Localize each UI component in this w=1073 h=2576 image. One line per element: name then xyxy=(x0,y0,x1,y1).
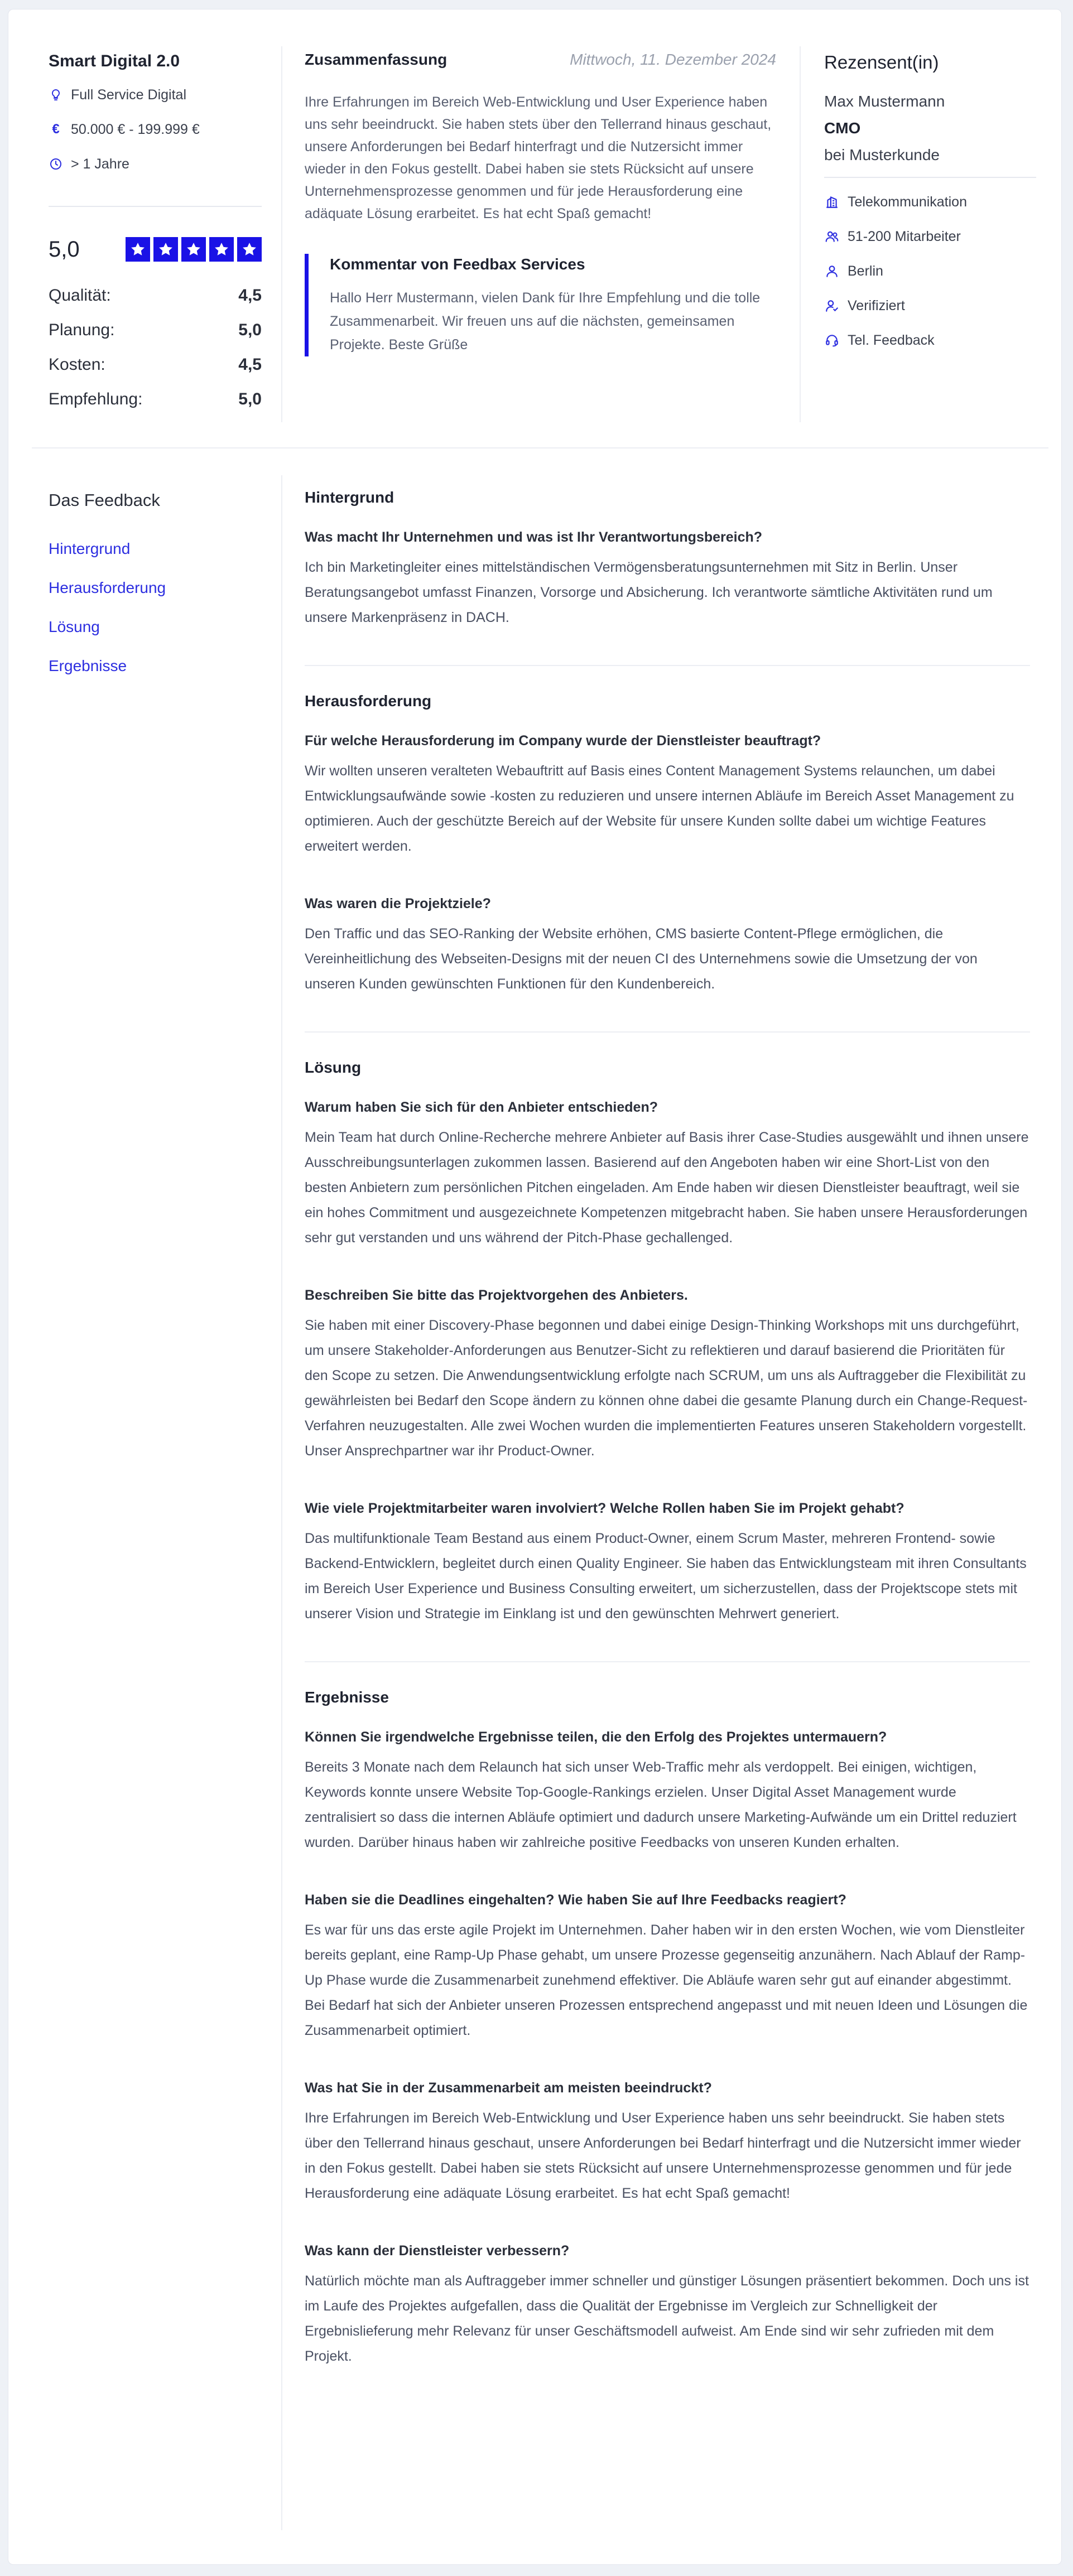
building-icon xyxy=(824,194,840,210)
rating-label: Empfehlung: xyxy=(49,390,143,408)
summary-text: Ihre Erfahrungen im Bereich Web-Entwicklung und User Experience haben uns sehr beeindruckt. Sie haben stets über den Tellerrand hinaus geschaut, unsere Anforderungen bei Bedarf hinterfragt und die Nutzersicht immer wieder in den Fokus gestellt. Dabei haben sie stets Rücksicht auf unsere Unternehmensprozesse genommen und für jede Herausforderung eine adäquate Lösung erarbeitet. Es hat echt Spaß gemacht! xyxy=(305,94,772,221)
section-divider xyxy=(305,1661,1030,1662)
star-icon xyxy=(126,237,150,262)
company-name[interactable]: Smart Digital 2.0 xyxy=(49,52,180,70)
users-icon xyxy=(824,229,840,244)
company-info xyxy=(49,51,262,417)
headset-icon xyxy=(824,332,840,348)
feedback-type-row xyxy=(824,331,1036,350)
answer: Ihre Erfahrungen im Bereich Web-Entwicklung und User Experience haben uns sehr beeindruckt. Sie haben stets über den Tellerrand hinaus geschaut, unsere Anforderungen bei Bedarf hinterfragt und die Nutzersicht immer wieder in den Fokus gestellt. Dabei haben sie stets Rücksicht auf unsere Unternehmensprozesse genommen und für jede Herausforderung eine adäquate Lösung erarbeitet. Es hat echt Spaß gemacht! xyxy=(305,2110,1021,2201)
reviewer-role: CMO xyxy=(824,119,861,137)
rating-row-planning xyxy=(49,313,262,348)
question: Beschreiben Sie bitte das Projektvorgehen des Anbieters. xyxy=(305,1287,688,1303)
user-check-icon xyxy=(824,298,840,313)
column-divider xyxy=(281,46,282,422)
column-divider xyxy=(281,475,282,2530)
section-loesung xyxy=(305,1057,1030,1627)
answer: Das multifunktionale Team Bestand aus einem Product-Owner, einem Scrum Master, mehreren Frontend- sowie Backend-Entwicklern, begleitet durch einen Quality Engineer. Sie haben das Entwicklungsteam mit ihren Consultants im Bereich User Experience und Business Consulting erweitert, um sicherzustellen, dass der Projektscope stets mit unserer Vision und Strategie im Einklang ist und den gewünschten Mehrwert generiert. xyxy=(305,1531,1027,1622)
rating-label: Kosten: xyxy=(49,355,105,374)
overall-score: 5,0 xyxy=(49,237,80,262)
star-icon xyxy=(181,237,206,262)
nav-link-ergebnisse[interactable]: Ergebnisse xyxy=(49,657,127,674)
nav-link-hintergrund[interactable]: Hintergrund xyxy=(49,540,131,557)
rating-label: Qualität: xyxy=(49,286,111,305)
section-title: Lösung xyxy=(305,1059,362,1076)
verified-row xyxy=(824,296,1036,315)
reviewer-name: Max Mustermann xyxy=(824,93,945,110)
divider xyxy=(49,206,262,207)
question: Was macht Ihr Unternehmen und was ist Ihr Verantwortungsbereich? xyxy=(305,529,763,545)
section-ergebnisse xyxy=(305,1687,1030,2369)
employees-label: 51-200 Mitarbeiter xyxy=(848,228,961,244)
employees-row xyxy=(824,227,1036,246)
answer: Bereits 3 Monate nach dem Relaunch hat sich unser Web-Traffic mehr als verdoppelt. Bei einigen, wichtigen, Keywords konnte unsere Website Top-Google-Rankings erzielen. Unser Digital Asset Management wurde zentralisiert so dass die internen Abläufe optimiert und dadurch unsere Marketing-Aufwände um ein Drittel reduziert wurden. Darüber hinaus haben wir zahlreiche positive Feedbacks von unseren Kunden erhalten. xyxy=(305,1759,1017,1850)
rating-row-recommendation xyxy=(49,382,262,417)
industry-row xyxy=(824,192,1036,211)
section-divider xyxy=(305,1031,1030,1033)
provider-comment xyxy=(305,254,776,356)
location-label: Berlin xyxy=(848,263,883,279)
feedback-content xyxy=(305,487,1030,2369)
rating-row-costs xyxy=(49,348,262,382)
section-divider xyxy=(305,665,1030,666)
section-title: Hintergrund xyxy=(305,489,394,506)
section-title: Herausforderung xyxy=(305,692,432,710)
duration-row xyxy=(49,155,262,173)
summary-header xyxy=(305,51,776,74)
answer: Ich bin Marketingleiter eines mittelständischen Vermögensberatungsunternehmen mit Sitz in Berlin. Unser Beratungsangebot umfasst Finanzen, Vorsorge und Absicherung. Ich verantworte sämtliche Aktivitäten rund um unsere Markenpräsenz in DACH. xyxy=(305,559,993,625)
industry-label: Telekommunikation xyxy=(848,194,967,210)
star-rating xyxy=(126,237,262,262)
duration-label: > 1 Jahre xyxy=(71,156,129,172)
rating-value: 4,5 xyxy=(238,286,262,305)
answer: Es war für uns das erste agile Projekt im Unternehmen. Daher haben wir in den ersten Wochen, wie vom Dienstleiter bereits geplant, eine Ramp-Up Phase gehabt, um unsere Prozesse gegenseitig anzunähern. Nach Ablauf der Ramp-Up Phase wurde die Zusammenarbeit zunehmend effektiver. Die Abläufe waren sehr gut auf einander abgestimmt. Bei Bedarf hat sich der Anbieter unseren Prozessen entsprechend angepasst und mit neuen Ideen und Lösungen die Zusammenarbeit optimiert. xyxy=(305,1922,1028,2038)
answer: Sie haben mit einer Discovery-Phase begonnen und dabei einige Design-Thinking Workshops mit uns durchgeführt, um unsere Stakeholder-Anforderungen aus Benutzer-Sicht zu reflektieren und darauf basierend die Prioritäten für den Scope zu setzen. Die Anwendungsentwicklung erfolgte nach SCRUM, um uns als Auftraggeber die Flexibilität zu gewährleisten bei Bedarf den Scope ändern zu können ohne dabei die gesamte Planung durch ein Change-Request-Verfahren neuzugestalten. Alle zwei Wochen wurden die implementierten Features unseren Stakeholdern vorgestellt. Unser Ansprechpartner war ihr Product-Owner. xyxy=(305,1318,1028,1459)
answer: Wir wollten unseren veralteten Webauftritt auf Basis eines Content Management Systems relaunchen, um dabei Entwicklungsaufwände sowie -kosten zu reduzieren und unsere internen Abläufe im Bereich Asset Management zu optimieren. Auch der geschützte Bereich auf der Website für unsere Kunden sollte dabei um wichtige Features erweitert werden. xyxy=(305,763,1014,854)
rating-value: 4,5 xyxy=(238,355,262,374)
user-icon xyxy=(824,263,840,279)
divider xyxy=(824,177,1036,178)
rating-breakdown xyxy=(49,278,262,417)
service-row xyxy=(49,85,262,104)
verified-label: Verifiziert xyxy=(848,297,905,313)
section-divider xyxy=(32,447,1048,448)
reviewer-title: Rezensent(in) xyxy=(824,52,939,73)
section-hintergrund xyxy=(305,487,1030,630)
nav-link-loesung[interactable]: Lösung xyxy=(49,618,100,635)
star-icon xyxy=(237,237,262,262)
service-label: Full Service Digital xyxy=(71,86,187,103)
answer: Den Traffic und das SEO-Ranking der Website erhöhen, CMS basierte Content-Pflege ermöglichen, die Vereinheitlichung des Webseiten-Designs mit der neuen CI des Unternehmens sowie die Umsetzung der von unseren Kunden gewünschten Funktionen für den Kundenbereich. xyxy=(305,926,978,992)
section-herausforderung xyxy=(305,691,1030,997)
section-title: Ergebnisse xyxy=(305,1689,389,1706)
rating-value: 5,0 xyxy=(238,390,262,408)
question: Was waren die Projektziele? xyxy=(305,896,491,911)
question: Warum haben Sie sich für den Anbieter entschieden? xyxy=(305,1099,658,1115)
summary-title: Zusammenfassung xyxy=(305,51,448,68)
question: Können Sie irgendwelche Ergebnisse teilen, die den Erfolg des Projektes untermauern? xyxy=(305,1729,887,1745)
budget-label: 50.000 € - 199.999 € xyxy=(71,121,200,137)
column-divider xyxy=(800,46,801,422)
question: Wie viele Projektmitarbeiter waren involviert? Welche Rollen haben Sie im Projekt gehabt? xyxy=(305,1501,904,1516)
clock-icon xyxy=(49,157,63,171)
feedback-nav-title: Das Feedback xyxy=(49,490,160,510)
comment-text: Hallo Herr Mustermann, vielen Dank für Ihre Empfehlung und die tolle Zusammenarbeit. Wir freuen uns auf die nächsten, gemeinsamen Projekte. Beste Grüße xyxy=(330,290,761,353)
review-date: Mittwoch, 11. Dezember 2024 xyxy=(570,51,776,68)
question: Was hat Sie in der Zusammenarbeit am meisten beeindruckt? xyxy=(305,2080,712,2096)
budget-row xyxy=(49,120,262,139)
feedback-type-label: Tel. Feedback xyxy=(848,332,935,348)
rating-row-quality xyxy=(49,278,262,313)
location-row xyxy=(824,262,1036,281)
summary-column xyxy=(305,51,776,356)
reviewer-company: bei Musterkunde xyxy=(824,146,940,163)
overall-score-row xyxy=(49,235,262,264)
question: Haben sie die Deadlines eingehalten? Wie haben Sie auf Ihre Feedbacks reagiert? xyxy=(305,1892,846,1908)
reviewer-column xyxy=(824,51,1036,365)
review-card xyxy=(8,9,1062,2565)
feedback-nav xyxy=(49,489,272,694)
answer: Mein Team hat durch Online-Recherche mehrere Anbieter auf Basis ihrer Case-Studies ausgewählt und ihnen unsere Ausschreibungsunterlagen zukommen lassen. Basierend auf den Angeboten haben wir eine Short-List von den besten Anbietern zum persönlichen Pitchen eingeladen. Am Ende haben wir diesen Dienstleister beauftragt, weil sie ein hohes Commitment und ausgezeichnete Kompetenzen mitgebracht haben. Sie haben unsere Herausforderungen sehr gut verstanden und uns während der Pitch-Phase gechallenged. xyxy=(305,1130,1029,1246)
star-icon xyxy=(153,237,178,262)
question: Was kann der Dienstleister verbessern? xyxy=(305,2243,570,2259)
nav-link-herausforderung[interactable]: Herausforderung xyxy=(49,579,166,596)
lightbulb-icon xyxy=(49,88,63,102)
answer: Natürlich möchte man als Auftraggeber immer schneller und günstiger Lösungen präsentiert bekommen. Doch uns ist im Laufe des Projektes aufgefallen, dass die Qualität der Ergebnisse im Vergleich zur Schnelligkeit der Ergebnislieferung mehr Relevanz für unser Geschäftsmodell aufweist. Am Ende sind wir sehr zufrieden mit dem Projekt. xyxy=(305,2273,1029,2364)
question: Für welche Herausforderung im Company wurde der Dienstleister beauftragt? xyxy=(305,733,821,749)
rating-label: Planung: xyxy=(49,321,115,339)
star-icon xyxy=(209,237,234,262)
euro-icon: € xyxy=(52,122,60,137)
rating-value: 5,0 xyxy=(238,321,262,339)
review-summary-area xyxy=(8,9,1062,447)
comment-title: Kommentar von Feedbax Services xyxy=(330,255,585,273)
